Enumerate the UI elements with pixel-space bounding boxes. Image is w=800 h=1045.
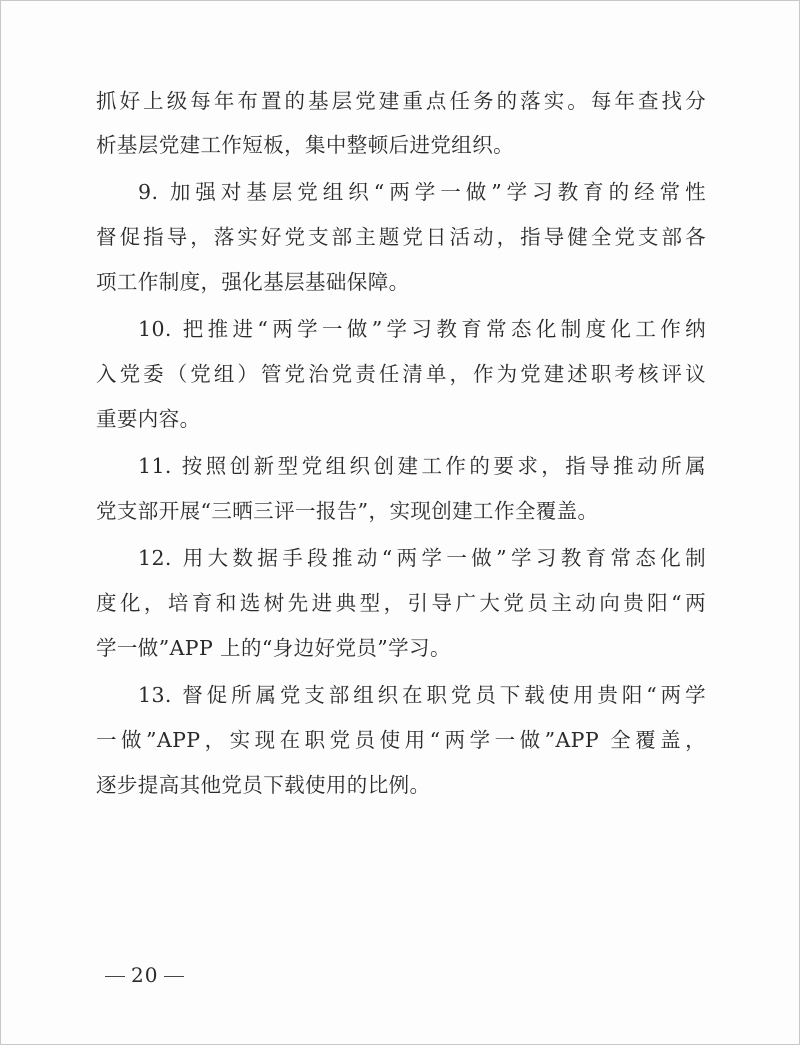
text-line: 重要内容。	[96, 407, 201, 431]
text-line: 入党委（党组）管党治党责任清单，作为党建述职考核评议	[96, 362, 706, 386]
text-line: 一做”APP，实现在职党员使用“两学一做”APP 全覆盖，	[96, 728, 706, 752]
text-line: 度化，培育和选树先进典型，引导广大党员主动向贵阳“两	[96, 591, 706, 615]
text-line: 学一做”APP 上的“身边好党员”学习。	[96, 636, 451, 660]
paragraph-10-start: 10. 把推进“两学一做”学习教育常态化制度化工作纳	[138, 317, 706, 341]
dash-left	[105, 976, 125, 977]
page-number-value: 20	[131, 963, 159, 987]
page-number	[99, 963, 190, 987]
dash-right	[164, 976, 184, 977]
paragraph-9-start: 9. 加强对基层党组织“两学一做”学习教育的经常性	[138, 180, 706, 204]
text-line: 抓好上级每年布置的基层党建重点任务的落实。每年查找分	[96, 89, 706, 113]
text-line: 督促指导，落实好党支部主题党日活动，指导健全党支部各	[96, 225, 706, 249]
paragraph-13-start: 13. 督促所属党支部组织在职党员下载使用贵阳“两学	[138, 683, 706, 707]
text-line: 逐步提高其他党员下载使用的比例。	[96, 773, 431, 797]
text-line: 项工作制度，强化基层基础保障。	[96, 270, 410, 294]
paragraph-12-start: 12. 用大数据手段推动“两学一做”学习教育常态化制	[138, 546, 706, 570]
paragraph-11-start: 11. 按照创新型党组织创建工作的要求，指导推动所属	[138, 454, 706, 478]
text-line: 党支部开展“三晒三评一报告”，实现创建工作全覆盖。	[96, 499, 599, 523]
text-line: 析基层党建工作短板，集中整顿后进党组织。	[96, 133, 514, 157]
